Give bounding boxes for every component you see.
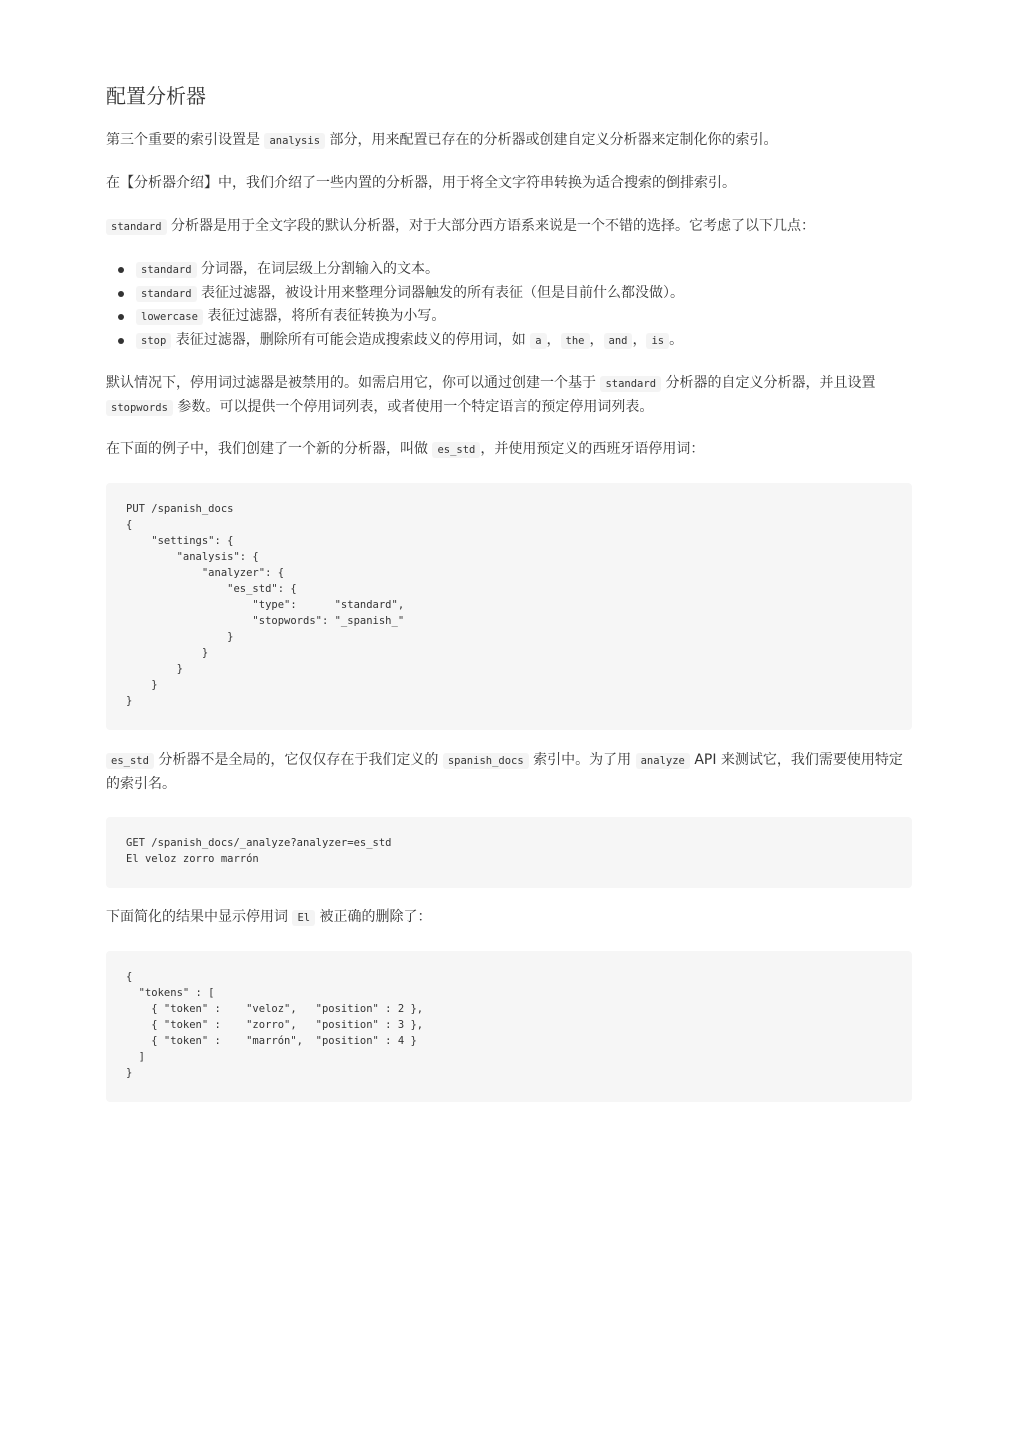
list-item: [106, 258, 912, 282]
text: ，并使用预定义的西班牙语停用词：: [480, 441, 705, 457]
text: API 来测试它，我们需要使用特定的索引名。: [106, 752, 903, 792]
paragraph-standard-analyzer: [106, 215, 912, 239]
inline-code: analysis: [264, 133, 325, 149]
text: 表征过滤器，将所有表征转换为小写。: [202, 308, 446, 325]
bullet-icon: [118, 314, 124, 320]
paragraph-stopwords: [106, 372, 912, 420]
inline-code: is: [646, 333, 669, 349]
paragraph-analysis-intro: [106, 129, 912, 153]
inline-code: standard: [136, 262, 197, 278]
inline-code: es_std: [432, 442, 480, 458]
text: 分析器是用于全文字段的默认分析器，对于大部分西方语系来说是一个不错的选择。它考虑了以下几点：: [166, 218, 816, 234]
inline-code: standard: [600, 376, 661, 392]
code-block-put-request: PUT /spanish_docs { "settings": { "analysis": { "analyzer": { "es_std": { "type": "standard", "stopwords": "_spanish_" } } } } }: [106, 483, 912, 730]
text: 默认情况下，停用词过滤器是被禁用的。如需启用它，你可以通过创建一个基于: [106, 375, 601, 391]
text: 。: [669, 332, 684, 349]
text: 分析器不是全局的，它仅仅存在于我们定义的: [153, 752, 443, 768]
inline-code: standard: [106, 219, 167, 235]
text: 部分，用来配置已存在的分析器或创建自定义分析器来定制化你的索引。: [325, 132, 778, 148]
text: 参数。可以提供一个停用词列表，或者使用一个特定语言的预定停用词列表。: [172, 399, 654, 415]
inline-code: standard: [136, 286, 197, 302]
text: 分析器的自定义分析器，并且设置: [661, 375, 876, 391]
inline-code: and: [604, 333, 633, 349]
paragraph-result-intro: [106, 906, 912, 930]
text: ，: [589, 332, 604, 349]
list-item: [106, 305, 912, 329]
inline-code: analyze: [636, 753, 690, 769]
text: 分词器，在词层级上分割输入的文本。: [196, 261, 440, 277]
inline-code: stopwords: [106, 400, 173, 416]
text: 在下面的例子中，我们创建了一个新的分析器，叫做: [106, 441, 433, 457]
paragraph-builtin-analyzers: 在【分析器介绍】中，我们介绍了一些内置的分析器，用于将全文字符串转换为适合搜索的倒排索引。: [106, 175, 736, 191]
text: 表征过滤器，被设计用来整理分词器触发的所有表征（但是目前什么都没做）。: [196, 284, 685, 301]
paragraph-es-std-scope: [106, 749, 912, 796]
bullet-icon: [118, 291, 124, 297]
list-item: [106, 282, 912, 306]
paragraph-example-intro: [106, 438, 912, 462]
bullet-icon: [118, 338, 124, 344]
bullet-icon: [118, 267, 124, 273]
inline-code: es_std: [106, 753, 154, 769]
inline-code: lowercase: [136, 309, 203, 325]
inline-code: a: [530, 333, 546, 349]
text: 表征过滤器，删除所有可能会造成搜索歧义的停用词，如: [171, 332, 531, 349]
page-title: 配置分析器: [106, 84, 206, 108]
text: 索引中。为了用: [528, 752, 636, 768]
text: 第三个重要的索引设置是: [106, 132, 265, 148]
list-item: [106, 329, 912, 353]
text: ，: [632, 332, 647, 349]
inline-code: El: [292, 910, 315, 926]
text: 下面简化的结果中显示停用词: [106, 909, 293, 925]
text: 被正确的删除了：: [315, 909, 432, 925]
code-block-tokens-result: { "tokens" : [ { "token" : "veloz", "position" : 2 }, { "token" : "zorro", "position" : 3 }, { "token" : "marrón", "position" : 4 } ] }: [106, 951, 912, 1102]
inline-code: the: [561, 333, 590, 349]
text: ，: [546, 332, 561, 349]
inline-code: stop: [136, 333, 171, 349]
inline-code: spanish_docs: [443, 753, 529, 769]
code-block-get-analyze: GET /spanish_docs/_analyze?analyzer=es_std El veloz zorro marrón: [106, 817, 912, 888]
bullet-list: [106, 258, 912, 353]
